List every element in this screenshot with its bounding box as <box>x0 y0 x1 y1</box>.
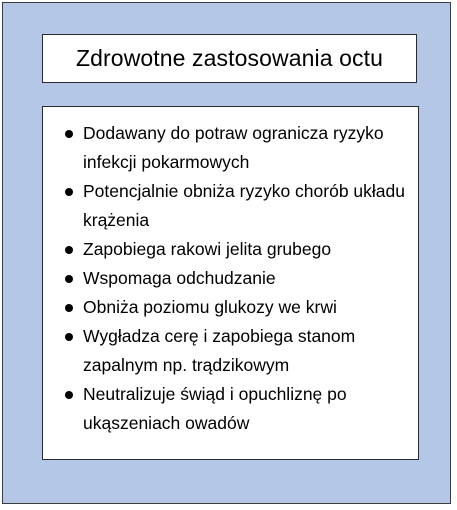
slide-frame <box>2 2 451 504</box>
bullet-icon <box>65 333 73 341</box>
list-item <box>65 177 408 235</box>
list-item <box>65 119 408 177</box>
list-item <box>65 264 408 293</box>
page-title: Zdrowotne zastosowania octu <box>76 45 383 71</box>
title-box <box>42 34 417 83</box>
list-item <box>65 322 408 380</box>
list-item <box>65 380 408 438</box>
list-item-text: Neutralizuje świąd i opuchliznę po ukąszeniach owadów <box>83 384 347 433</box>
list-item-text: Potencjalnie obniża ryzyko chorób układu krążenia <box>83 181 405 230</box>
bullet-icon <box>65 304 73 312</box>
bullet-icon <box>65 130 73 138</box>
list-item-text: Obniża poziomu glukozy we krwi <box>83 297 337 317</box>
bullet-icon <box>65 246 73 254</box>
bullet-icon <box>65 275 73 283</box>
bullet-icon <box>65 391 73 399</box>
bullet-icon <box>65 188 73 196</box>
list-item-text: Zapobiega rakowi jelita grubego <box>83 239 332 259</box>
list-item <box>65 293 408 322</box>
list-item-text: Dodawany do potraw ogranicza ryzyko infekcji pokarmowych <box>83 123 384 172</box>
bullet-list-box <box>42 106 419 460</box>
list-item-text: Wspomaga odchudzanie <box>83 268 276 288</box>
list-item-text: Wygładza cerę i zapobiega stanom zapalnym np. trądzikowym <box>83 326 356 375</box>
bullet-list <box>43 107 418 438</box>
list-item <box>65 235 408 264</box>
